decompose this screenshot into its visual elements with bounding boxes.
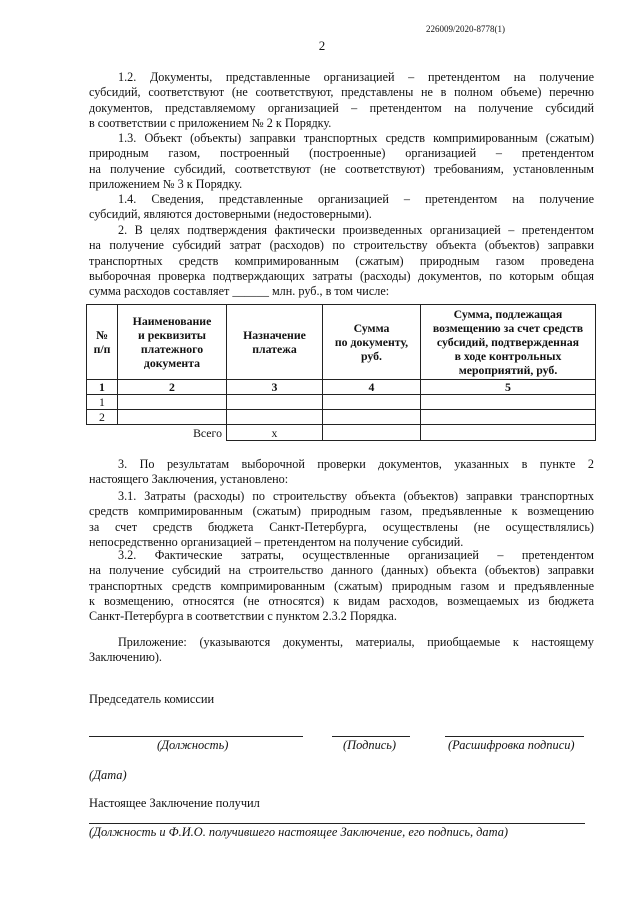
attachment-note: [89, 635, 594, 666]
received-label: Настоящее Заключение получил: [89, 796, 260, 810]
page-number: 2: [318, 38, 326, 53]
text-line: приложением № 3 к Порядку.: [89, 176, 243, 191]
paragraph-1-2: [89, 70, 594, 131]
total-purpose-mark: x: [227, 425, 323, 441]
table-cell: [118, 410, 227, 425]
signature-line: [332, 736, 410, 737]
text-line: транспортных средств компримированным (сжатым) природным газом проведена: [89, 253, 594, 268]
text-line: 1.3. Объект (объекты) заправки транспортных средств компримированным (сжатым): [118, 131, 594, 145]
text-line: документов, представляемому организацией – претендентом на получение субсидий: [89, 100, 594, 115]
text-line: на получение субсидий, соответствуют (не соответствуют) требованиям, установленным: [89, 161, 594, 176]
table-cell: [227, 395, 323, 410]
paragraph-2: [89, 223, 594, 299]
table-row: [87, 410, 596, 425]
signature-caption: (Подпись): [343, 738, 397, 752]
header-amount: Сумма по документу, руб.: [323, 305, 421, 380]
column-number: 5: [421, 380, 596, 395]
text-line: Санкт-Петербурга в соответствии с пунктом 2.3.2 Порядка.: [89, 609, 397, 624]
text-line: природным газом, построенный (построенные) организацией – претендентом: [89, 146, 594, 161]
text-line: 3.2. Фактические затраты, осуществленные организацией – претендентом: [118, 548, 594, 562]
table-cell: [118, 395, 227, 410]
position-caption: (Должность): [157, 738, 229, 752]
table-row: [87, 395, 596, 410]
text-line: сумма расходов составляет ______ млн. руб., в том числе:: [89, 284, 390, 299]
paragraph-3-1: [89, 489, 594, 550]
position-line: [89, 736, 303, 737]
text-line: к возмещению, относятся (не относятся) к видам расходов, возмещаемых из бюджета: [89, 593, 594, 608]
date-caption: (Дата): [89, 768, 127, 782]
table-cell: [323, 410, 421, 425]
text-line: 3.1. Затраты (расходы) по строительству объекта (объектов) заправки транспортных: [118, 489, 594, 503]
text-line: настоящего Заключения, установлено:: [89, 472, 289, 487]
row-number: 2: [87, 410, 118, 425]
receiver-caption: (Должность и Ф.И.О. получившего настоящее Заключение, его подпись, дата): [89, 825, 509, 839]
receiver-line: [89, 823, 585, 824]
text-line: непосредственно организацией – претендентом на получение субсидий.: [89, 534, 464, 549]
header-number: № п/п: [87, 305, 118, 380]
chairman-label: Председатель комиссии: [89, 692, 215, 706]
column-number-row: [87, 380, 596, 395]
table-cell: [421, 410, 596, 425]
header-reimbursement: Сумма, подлежащая возмещению за счет средств субсидий, подтвержденная в ходе контрольных мероприятий, руб.: [421, 305, 596, 380]
text-line: на получение субсидий на строительство данного (данных) объекта (объектов) заправки: [89, 563, 594, 578]
header-document: Наименование и реквизиты платежного документа: [118, 305, 227, 380]
text-line: 2. В целях подтверждения фактически произведенных организацией – претендентом: [118, 223, 594, 237]
header-purpose: Назначение платежа: [227, 305, 323, 380]
document-id: 226009/2020-8778(1): [426, 24, 505, 34]
total-row: [87, 425, 596, 441]
column-number: 3: [227, 380, 323, 395]
paragraph-3: [89, 457, 594, 488]
total-label: Всего: [87, 425, 227, 441]
text-line: Заключению).: [89, 650, 162, 665]
decoding-line: [445, 736, 584, 737]
expenses-table: [86, 304, 596, 441]
paragraph-1-3: [89, 131, 594, 192]
paragraph-1-4: [89, 192, 594, 223]
text-line: 1.4. Сведения, представленные организацией – претендентом на получение: [118, 192, 594, 206]
row-number: 1: [87, 395, 118, 410]
text-line: субсидий, соответствуют (не соответствуют, представлены не в полном объеме) перечню: [89, 85, 594, 100]
text-line: Приложение: (указываются документы, материалы, приобщаемые к настоящему: [118, 635, 594, 649]
table-cell: [323, 395, 421, 410]
text-line: транспортных средств компримированным (сжатым) природным газом и предъявленные: [89, 578, 594, 593]
text-line: 3. По результатам выборочной проверки документов, указанных в пункте 2: [118, 457, 594, 471]
table-cell: [227, 410, 323, 425]
text-line: в соответствии с приложением № 2 к Порядку.: [89, 115, 332, 130]
total-reimbursement-cell: [421, 425, 596, 441]
decoding-caption: (Расшифровка подписи): [448, 738, 575, 752]
text-line: субсидий, являются достоверными (недостоверными).: [89, 207, 372, 222]
table-header-row: [87, 305, 596, 380]
text-line: средств компримированным (сжатым) природным газом, предъявленные к возмещению: [89, 504, 594, 519]
text-line: на получение субсидий затрат (расходов) по строительству объекта (объектов) заправки: [89, 238, 594, 253]
paragraph-3-2: [89, 548, 594, 624]
column-number: 1: [87, 380, 118, 395]
text-line: выборочная проверка подтверждающих затраты (расходы) документов, по которым общая: [89, 268, 594, 283]
total-amount-cell: [323, 425, 421, 441]
text-line: за счет средств бюджета Санкт-Петербурга, осуществлены (не осуществлялись): [89, 519, 594, 534]
column-number: 4: [323, 380, 421, 395]
text-line: 1.2. Документы, представленные организацией – претендентом на получение: [118, 70, 594, 84]
table-cell: [421, 395, 596, 410]
column-number: 2: [118, 380, 227, 395]
